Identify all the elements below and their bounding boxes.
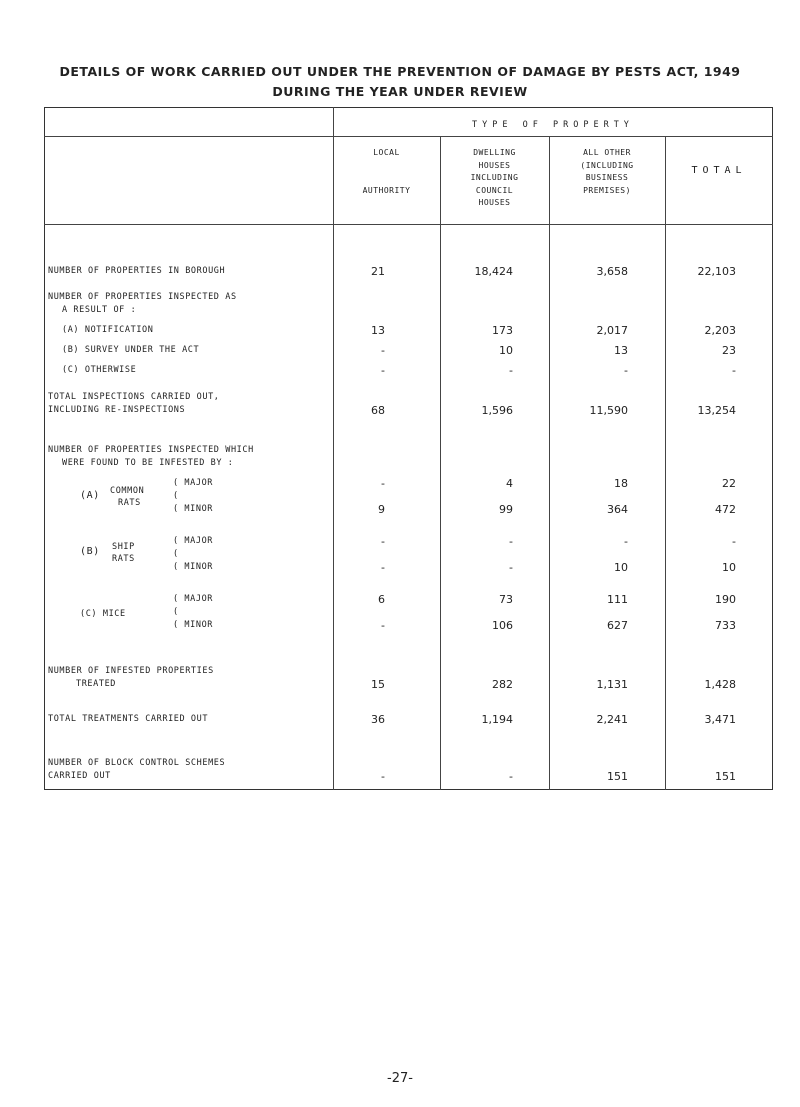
cell-total-insp-local: 68 — [371, 404, 385, 417]
cell-total-insp-dwelling: 1,596 — [481, 404, 513, 417]
label-properties: NUMBER OF PROPERTIES IN BOROUGH — [48, 266, 226, 276]
cell-ship-major-other: - — [624, 535, 628, 548]
cell-survey-other: 13 — [614, 344, 628, 357]
authority-header: AUTHORITY — [362, 186, 411, 195]
cell-ship-major-dwelling: - — [509, 535, 513, 548]
label-infested-2: WERE FOUND TO BE INFESTED BY : — [62, 458, 234, 468]
col-divider-total — [665, 136, 666, 790]
dwelling-header: DWELLING HOUSES INCLUDING COUNCIL HOUSES — [470, 148, 519, 207]
label-inspected-2: A RESULT OF : — [62, 305, 137, 315]
cell-properties-total: 22,103 — [697, 265, 736, 278]
cell-ship-major-local: - — [381, 535, 385, 548]
cell-ship-minor-dwelling: - — [509, 561, 513, 574]
cell-block-total: 151 — [715, 770, 736, 783]
label-mice-major: ( MAJOR — [173, 594, 214, 604]
label-common-2: RATS — [118, 498, 141, 508]
cell-treated-other: 1,131 — [596, 678, 628, 691]
cell-mice-major-dwelling: 73 — [499, 593, 513, 606]
col-divider-label — [333, 107, 334, 790]
cell-treatments-total: 3,471 — [704, 713, 736, 726]
cell-ship-minor-other: 10 — [614, 561, 628, 574]
page-title: DETAILS OF WORK CARRIED OUT UNDER THE PREVENTION OF DAMAGE BY PESTS ACT, 1949 — [59, 64, 741, 79]
label-block-1: NUMBER OF BLOCK CONTROL SCHEMES — [48, 758, 226, 768]
label-ship-major: ( MAJOR — [173, 536, 214, 546]
label-mice-minor: ( MINOR — [173, 620, 214, 630]
cell-total-insp-other: 11,590 — [589, 404, 628, 417]
cell-treatments-local: 36 — [371, 713, 385, 726]
cell-mice-minor-local: - — [381, 619, 385, 632]
cell-ship-minor-total: 10 — [722, 561, 736, 574]
cell-common-major-local: - — [381, 477, 385, 490]
local-header: LOCAL — [373, 148, 400, 157]
cell-common-major-total: 22 — [722, 477, 736, 490]
cell-treatments-other: 2,241 — [596, 713, 628, 726]
cell-otherwise-other: - — [624, 364, 628, 377]
cell-common-minor-dwelling: 99 — [499, 503, 513, 516]
label-survey: (B) SURVEY UNDER THE ACT — [62, 345, 200, 355]
cell-common-major-other: 18 — [614, 477, 628, 490]
label-inspected-1: NUMBER OF PROPERTIES INSPECTED AS — [48, 292, 237, 302]
cell-notification-total: 2,203 — [704, 324, 736, 337]
type-of-property-header: TYPE OF PROPERTY — [472, 120, 634, 130]
cell-otherwise-local: - — [381, 364, 385, 377]
cell-mice-minor-total: 733 — [715, 619, 736, 632]
cell-block-dwelling: - — [509, 770, 513, 783]
label-total-insp-1: TOTAL INSPECTIONS CARRIED OUT, — [48, 392, 220, 402]
cell-notification-other: 2,017 — [596, 324, 628, 337]
cell-mice-minor-dwelling: 106 — [492, 619, 513, 632]
col-divider-dwelling — [440, 136, 441, 790]
cell-total-insp-total: 13,254 — [697, 404, 736, 417]
cell-properties-other: 3,658 — [596, 265, 628, 278]
label-common-minor: ( MINOR — [173, 504, 214, 514]
cell-notification-local: 13 — [371, 324, 385, 337]
cell-survey-total: 23 — [722, 344, 736, 357]
header-rule-bottom — [44, 224, 773, 225]
label-treated-2: TREATED — [76, 679, 117, 689]
label-common-a: (A) — [80, 490, 100, 501]
page-subtitle: DURING THE YEAR UNDER REVIEW — [272, 84, 528, 99]
label-ship-paren: ( — [173, 549, 179, 559]
cell-otherwise-total: - — [732, 364, 736, 377]
label-ship-b: (B) — [80, 546, 100, 557]
cell-notification-dwelling: 173 — [492, 324, 513, 337]
label-treatments: TOTAL TREATMENTS CARRIED OUT — [48, 714, 209, 724]
label-block-2: CARRIED OUT — [48, 771, 111, 781]
col-divider-other — [549, 136, 550, 790]
label-otherwise: (C) OTHERWISE — [62, 365, 137, 375]
label-mice: (C) MICE — [80, 609, 126, 619]
label-infested-1: NUMBER OF PROPERTIES INSPECTED WHICH — [48, 445, 254, 455]
cell-mice-major-other: 111 — [607, 593, 628, 606]
cell-common-minor-local: 9 — [378, 503, 385, 516]
cell-treated-local: 15 — [371, 678, 385, 691]
cell-otherwise-dwelling: - — [509, 364, 513, 377]
cell-treated-total: 1,428 — [704, 678, 736, 691]
cell-block-other: 151 — [607, 770, 628, 783]
label-ship-minor: ( MINOR — [173, 562, 214, 572]
label-mice-paren: ( — [173, 607, 179, 617]
total-header: TOTAL — [691, 165, 747, 176]
cell-survey-dwelling: 10 — [499, 344, 513, 357]
cell-treated-dwelling: 282 — [492, 678, 513, 691]
cell-block-local: - — [381, 770, 385, 783]
cell-ship-minor-local: - — [381, 561, 385, 574]
cell-treatments-dwelling: 1,194 — [481, 713, 513, 726]
cell-mice-minor-other: 627 — [607, 619, 628, 632]
cell-common-minor-total: 472 — [715, 503, 736, 516]
label-ship-1: SHIP — [112, 542, 135, 552]
cell-ship-major-total: - — [732, 535, 736, 548]
cell-survey-local: - — [381, 344, 385, 357]
label-treated-1: NUMBER OF INFESTED PROPERTIES — [48, 666, 214, 676]
cell-mice-major-total: 190 — [715, 593, 736, 606]
cell-common-minor-other: 364 — [607, 503, 628, 516]
label-ship-2: RATS — [112, 554, 135, 564]
label-common-major: ( MAJOR — [173, 478, 214, 488]
label-common-1: COMMON — [110, 486, 145, 496]
cell-common-major-dwelling: 4 — [506, 477, 513, 490]
page-number: -27- — [387, 1071, 413, 1086]
other-header: ALL OTHER (INCLUDING BUSINESS PREMISES) — [580, 148, 634, 195]
label-total-insp-2: INCLUDING RE-INSPECTIONS — [48, 405, 186, 415]
header-rule-top — [44, 136, 773, 137]
cell-mice-major-local: 6 — [378, 593, 385, 606]
cell-properties-local: 21 — [371, 265, 385, 278]
label-notification: (A) NOTIFICATION — [62, 325, 154, 335]
label-common-paren: ( — [173, 491, 179, 501]
cell-properties-dwelling: 18,424 — [474, 265, 513, 278]
